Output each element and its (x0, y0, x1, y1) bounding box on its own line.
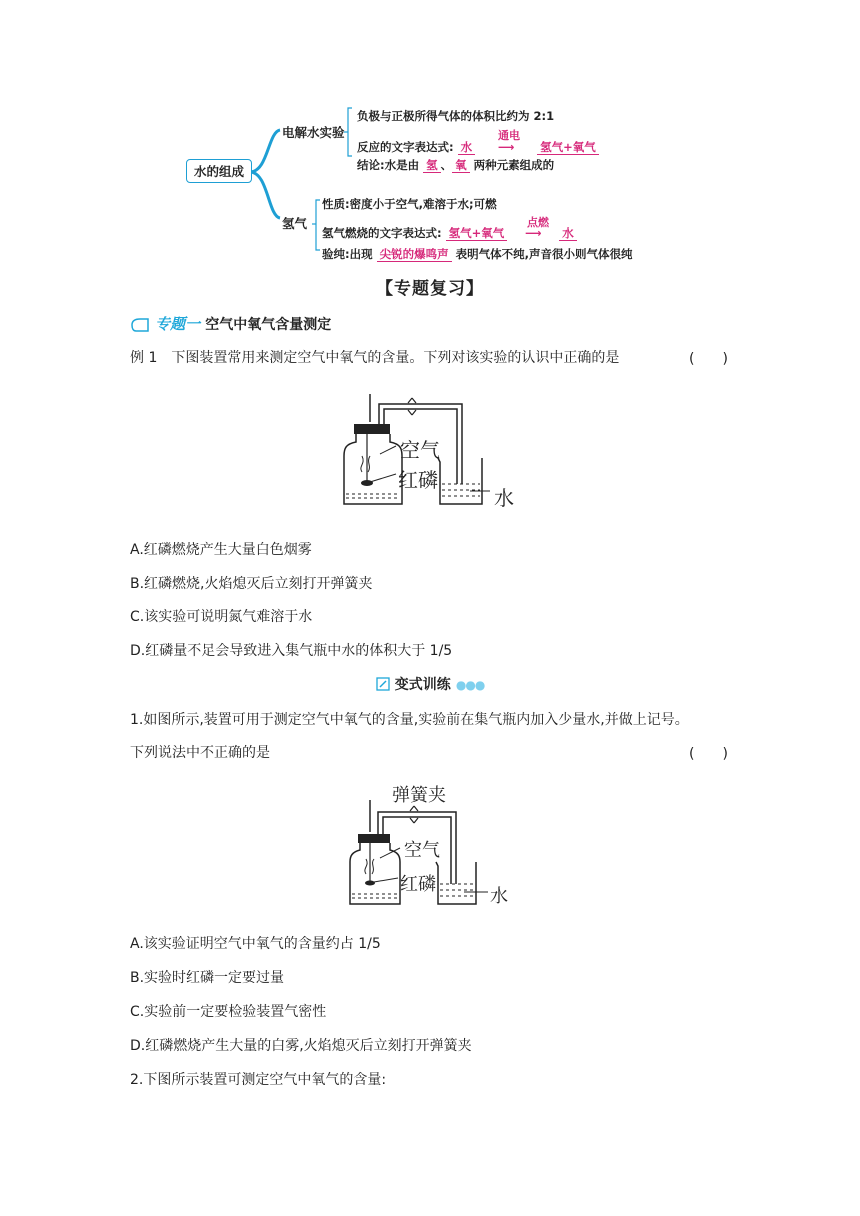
answer-reactant: 水 (458, 140, 476, 155)
label-red-phosphorus: 红磷 (398, 468, 438, 492)
topic-badge-icon (130, 317, 150, 333)
branch-label-electrolysis: 电解水实验 (282, 125, 345, 140)
topic-badge: 专题一 (155, 315, 201, 333)
hydrogen-properties: 性质:密度小于空气,难溶于水;可燃 (322, 197, 497, 211)
hydrogen-purity-test: 验纯:出现 尖锐的爆鸣声 表明气体不纯,声音很小则气体很纯 (322, 247, 633, 261)
section-title: 【专题复习】 (376, 279, 484, 299)
option-c: C.该实验可说明氮气难溶于水 (130, 609, 313, 625)
q1-stem-line2: 下列说法中不正确的是 (130, 745, 270, 761)
label-spring-clamp: 弹簧夹 (392, 785, 446, 806)
reaction-arrow: ⟶ (497, 140, 515, 154)
electrolysis-ratio: 负极与正极所得气体的体积比约为 2:1 (357, 109, 555, 123)
answer-oxygen: 氧 (452, 158, 470, 173)
answer-products: 氢气+氧气 (537, 140, 599, 155)
label-air: 空气 (400, 438, 440, 462)
pencil-icon (376, 677, 390, 691)
label-water-2: 水 (490, 886, 508, 907)
decorative-dots: ●●● (455, 678, 485, 692)
reaction-condition-combustion: 点燃 (527, 216, 549, 229)
example-stem: 例 1 下图装置常用来测定空气中氧气的含量。下列对该实验的认识中正确的是 (130, 350, 620, 366)
topic-header (130, 313, 331, 334)
electrolysis-conclusion: 结论:水是由 氢 、 氧 两种元素组成的 (357, 158, 555, 172)
q2-stem: 2.下图所示装置可测定空气中氧气的含量: (130, 1072, 387, 1088)
option-d: D.红磷量不足会导致进入集气瓶中水的体积大于 1/5 (130, 643, 453, 659)
option-b: B.红磷燃烧,火焰熄灭后立刻打开弹簧夹 (130, 576, 373, 592)
variant-header (0, 674, 860, 694)
electrolysis-equation: 反应的文字表达式: 通电 水 ⟶ 氢气+氧气 (357, 139, 599, 155)
q1-option-b: B.实验时红磷一定要过量 (130, 970, 285, 986)
reaction-condition-electrolysis: 通电 (498, 129, 520, 142)
label-red-phosphorus-2: 红磷 (400, 874, 436, 895)
answer-paren: ( ) (689, 351, 728, 367)
variant-title: 变式训练 (394, 677, 451, 693)
hydrogen-combustion-equation: 氢气燃烧的文字表达式: 点燃 氢气+氧气 ⟶ 水 (322, 225, 577, 241)
q1-option-c: C.实验前一定要检验装置气密性 (130, 1004, 327, 1020)
mind-map-root: 水的组成 (186, 159, 252, 183)
q1-stem-line1: 1.如图所示,装置可用于测定空气中氧气的含量,实验前在集气瓶内加入少量水,并做上记号。 (130, 712, 689, 728)
label-water: 水 (494, 486, 514, 510)
q1-answer-paren: ( ) (689, 746, 728, 762)
q1-option-a: A.该实验证明空气中氧气的含量约占 1/5 (130, 936, 381, 952)
answer-sharp-pop: 尖锐的爆鸣声 (377, 247, 452, 262)
reaction-arrow: ⟶ (525, 226, 542, 240)
topic-title: 空气中氧气含量测定 (205, 317, 332, 333)
q1-option-d: D.红磷燃烧产生大量的白雾,火焰熄灭后立刻打开弹簧夹 (130, 1038, 472, 1054)
label-air-2: 空气 (404, 840, 440, 861)
answer-reactants: 氢气+氧气 (446, 226, 508, 241)
answer-hydrogen: 氢 (423, 158, 441, 173)
option-a: A.红磷燃烧产生大量白色烟雾 (130, 542, 312, 558)
answer-product: 水 (559, 226, 577, 241)
branch-label-hydrogen: 氢气 (282, 216, 308, 231)
